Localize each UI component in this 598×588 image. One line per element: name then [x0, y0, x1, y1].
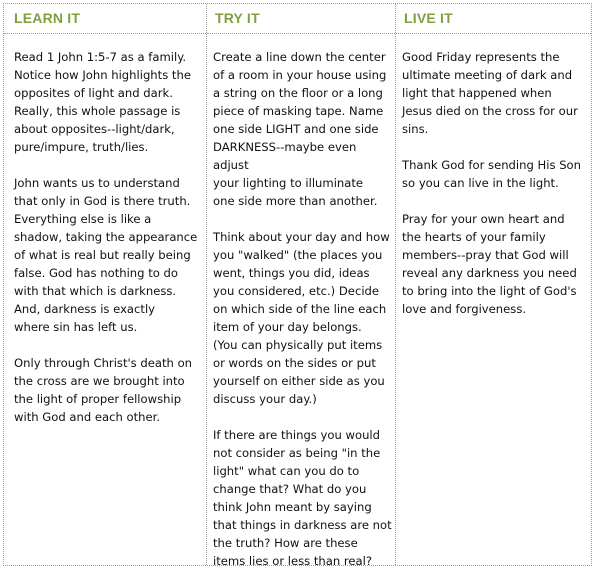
try-it-paragraph: If there are things you would not consider as being "in the light" what can you do to change that? What do you think John meant by saying that things in darkness are not the truth? How are these items lies or less than real?	[213, 428, 392, 568]
live-it-paragraph: Thank God for sending His Son so you can live in the light.	[402, 158, 581, 190]
live-it-header-cell	[396, 4, 591, 34]
live-it-paragraph: Good Friday represents the ultimate meeting of dark and light that happened when Jesus died on the cross for our sins.	[402, 50, 578, 136]
try-it-paragraph: Create a line down the center of a room in your house using a string on the floor or a long piece of masking tape. Name one side LIGHT and one side DARKNESS--maybe even adjust your lighting to illuminate one side more than another.	[213, 50, 387, 208]
try-it-paragraph: Think about your day and how you "walked" (the places you went, things you did, ideas you considered, etc.) Decide on which side of the line each item of your day belongs. (You can physically put items or words on the sides or put yourself on either side as you discuss your day.)	[213, 230, 390, 406]
try-it-column	[206, 4, 395, 568]
try-it-body	[213, 48, 392, 588]
learn-it-paragraph: Read 1 John 1:5-7 as a family. Notice how John highlights the opposites of light and dark. Really, this whole passage is about opposites--light/dark, pure/impure, truth/lies.	[14, 50, 191, 154]
learn-it-paragraph: Only through Christ's death on the cross are we brought into the light of proper fellowship with God and each other.	[14, 356, 193, 424]
learn-it-header-cell	[4, 4, 206, 34]
live-it-heading: LIVE IT	[404, 10, 453, 26]
try-it-heading: TRY IT	[215, 10, 260, 26]
learn-it-paragraph: John wants us to understand that only in God is there truth. Everything else is like a shadow, taking the appearance of what is real but really being false. God has nothing to do with that which is darkness. And, darkness is exactly where sin has left us.	[14, 176, 198, 334]
live-it-paragraph: Pray for your own heart and the hearts of your family members--pray that God will reveal any darkness you need to bring into the light of God's love and forgiveness.	[402, 212, 577, 316]
try-it-header-cell	[207, 4, 395, 34]
learn-it-body	[14, 48, 205, 444]
learn-it-heading: LEARN IT	[14, 10, 81, 26]
activity-table	[3, 3, 592, 566]
live-it-column	[395, 4, 591, 565]
learn-it-column	[4, 4, 206, 565]
live-it-body	[402, 48, 588, 336]
